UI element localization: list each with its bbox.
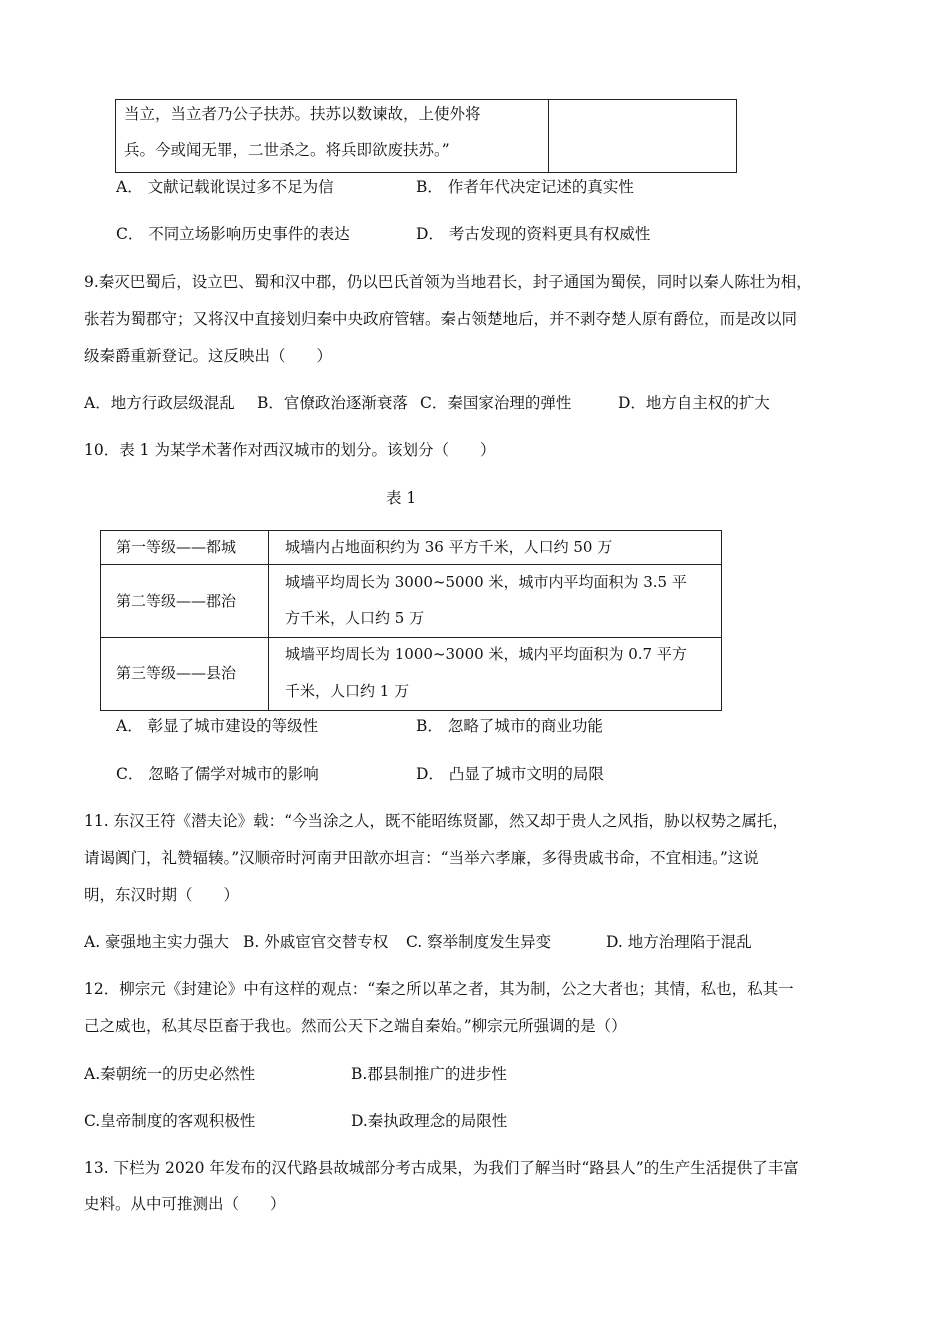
q10-option-b: B． 忽略了城市的商业功能: [416, 717, 603, 735]
q13-stem-line-2: 史料。从中可推测出（ ）: [84, 1195, 286, 1213]
q9-option-a: A．地方行政层级混乱: [84, 394, 235, 412]
table-row-2-desc-2: 方千米，人口约 5 万: [285, 609, 425, 627]
quote-line-2: 兵。今或闻无罪，二世杀之。将兵即欲废扶苏。”: [124, 141, 450, 159]
q11-option-c: C. 察举制度发生异变: [406, 933, 552, 951]
table-row-2-desc-1: 城墙平均周长为 3000~5000 米，城市内平均面积为 3.5 平: [285, 573, 687, 591]
q11-stem-line-3: 明，东汉时期（ ）: [84, 886, 240, 904]
q9-option-d: D．地方自主权的扩大: [618, 394, 770, 412]
table-row-1-desc: 城墙内占地面积约为 36 平方千米，人口约 50 万: [285, 538, 613, 556]
city-table-col-divider: [268, 530, 269, 711]
q11-stem-line-2: 请谒阗门，礼赞辐辏。”汉顺帝时河南尹田歆亦坦言：“当举六孝廉，多得贵戚书命，不宜相违。”这说: [84, 849, 759, 867]
q11-stem-line-1: 11. 东汉王符《潜夫论》载：“今当涂之人，既不能昭练贤鄙，然又却于贵人之风指，胁以权势之属托，: [84, 812, 789, 830]
q9-option-b: B．官僚政治逐渐衰落: [257, 394, 408, 412]
q8-option-a: A． 文献记载讹误过多不足为信: [116, 178, 334, 196]
q12-option-b: B.郡县制推广的进步性: [351, 1065, 507, 1083]
table-row-2-level: 第二等级——郡治: [116, 592, 237, 610]
q13-stem-line-1: 13. 下栏为 2020 年发布的汉代路县故城部分考古成果，为我们了解当时“路县人”的生产生活提供了丰富: [84, 1159, 799, 1177]
quote-table-divider: [548, 99, 549, 173]
table-row-3-desc-2: 千米，人口约 1 万: [285, 682, 410, 700]
q10-stem: 10．表 1 为某学术著作对西汉城市的划分。该划分（ ）: [84, 441, 496, 459]
q8-option-d: D． 考古发现的资料更具有权威性: [416, 225, 651, 243]
quote-line-1: 当立，当立者乃公子扶苏。扶苏以数谏故，上使外将: [124, 105, 481, 123]
q12-option-d: D.秦执政理念的局限性: [351, 1112, 508, 1130]
q11-option-a: A. 豪强地主实力强大: [84, 933, 230, 951]
q9-option-c: C．秦国家治理的弹性: [420, 394, 572, 412]
q12-stem-line-1: 12．柳宗元《封建论》中有这样的观点：“秦之所以革之者，其为制，公之大者也；其情，私也，私其一: [84, 980, 794, 998]
q8-option-c: C． 不同立场影响历史事件的表达: [116, 225, 350, 243]
q8-option-b: B． 作者年代决定记述的真实性: [416, 178, 634, 196]
q9-stem-line-3: 级秦爵重新登记。这反映出（ ）: [84, 347, 333, 365]
city-table-row-divider-2: [100, 637, 722, 638]
table-row-3-level: 第三等级——县治: [116, 664, 237, 682]
q10-option-c: C． 忽略了儒学对城市的影响: [116, 765, 319, 783]
q11-option-b: B. 外戚宦官交替专权: [243, 933, 389, 951]
q12-option-a: A.秦朝统一的历史必然性: [84, 1065, 256, 1083]
q9-stem-line-1: 9.秦灭巴蜀后，设立巴、蜀和汉中郡，仍以巴氏首领为当地君长，封子通国为蜀侯，同时以秦人陈壮为相，: [84, 273, 812, 291]
table-caption: 表 1: [386, 489, 417, 507]
q9-stem-line-2: 张若为蜀郡守；又将汉中直接划归秦中央政府管辖。秦占领楚地后，并不剥夺楚人原有爵位，而是改以同: [84, 310, 798, 328]
table-row-1-level: 第一等级——都城: [116, 538, 237, 556]
q10-option-a: A． 彰显了城市建设的等级性: [116, 717, 319, 735]
table-row-3-desc-1: 城墙平均周长为 1000~3000 米，城内平均面积为 0.7 平方: [285, 645, 687, 663]
city-table-row-divider-1: [100, 564, 722, 565]
q12-option-c: C.皇帝制度的客观积极性: [84, 1112, 256, 1130]
q12-stem-line-2: 己之威也，私其尽臣畜于我也。然而公天下之端自秦始。”柳宗元所强调的是（）: [84, 1017, 627, 1035]
q10-option-d: D． 凸显了城市文明的局限: [416, 765, 604, 783]
q11-option-d: D. 地方治理陷于混乱: [606, 933, 752, 951]
